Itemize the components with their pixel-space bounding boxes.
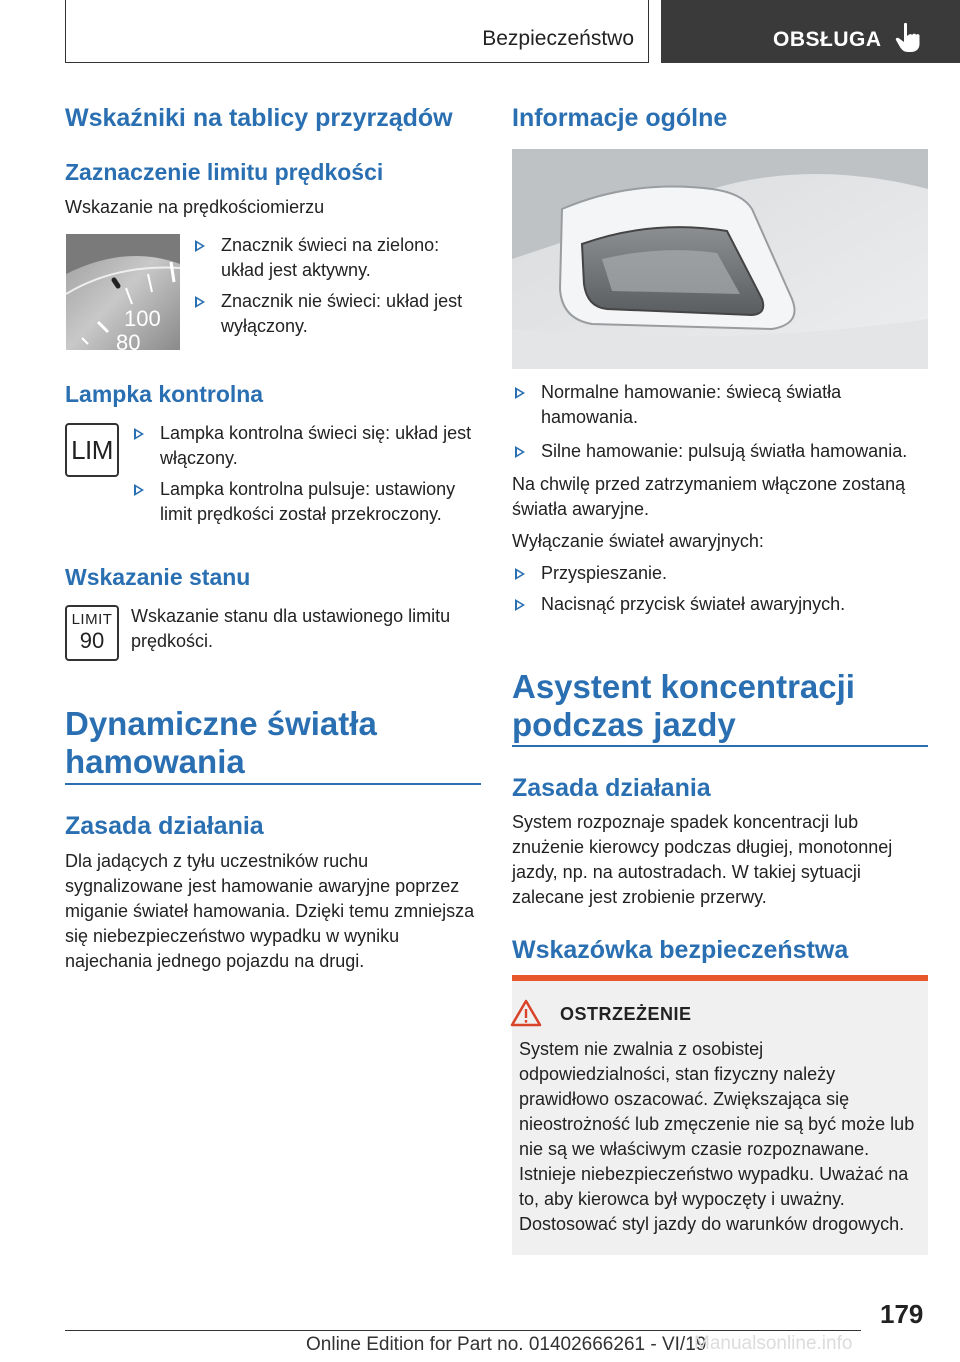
warning-text: System nie zwalnia z osobistej odpowiedzialności, stan fizyczny należy prawidłowo oszacować. Zwiększająca się nieostrożność lub zmęczenie nie są być może lub nie są we właściwym czasie rozpoznawane. Istnieje niebezpieczeństwo wypadku. Uważać na to, aby kierowca był wypoczęty i uważny. Dostosować styl jazdy do warunków drogowych.: [519, 1039, 915, 1234]
list-item: [541, 439, 931, 464]
hazard-bullet-2: Nacisnąć przycisk świateł awaryjnych.: [541, 594, 846, 614]
warning-title: OSTRZEŻENIE: [560, 1004, 692, 1024]
list-item: [541, 380, 926, 430]
list-item: [221, 233, 481, 283]
heading-attention: Asystent koncentracji podczas jazdy: [512, 668, 855, 743]
footer-divider: [65, 1330, 861, 1331]
heading-status: Wskazanie stanu: [65, 564, 251, 590]
general-text: Na chwilę przed zatrzymaniem włączone zostaną światła awaryjne.: [512, 474, 906, 519]
bullet-triangle-icon: [515, 599, 525, 611]
attention-text: System rozpoznaje spadek koncentracji lub znużenie kierowcy podczas długiej, monotonnej jazdy, np. na autostradach. W takiej sytuacji zalecane jest zrobienie przerwy.: [512, 812, 893, 907]
bullet-triangle-icon: [134, 428, 144, 440]
header-chapter-title: OBSŁUGA: [773, 28, 882, 51]
warning-triangle-icon: [508, 997, 544, 1029]
page-number: 179: [880, 1299, 924, 1329]
list-item: [221, 289, 481, 339]
pointing-hand-icon: [892, 22, 922, 54]
speedo-bullet-1: Znacznik świeci na zielono: układ jest aktywny.: [221, 235, 440, 280]
bullet-triangle-icon: [134, 484, 144, 496]
status-text: Wskazanie stanu dla ustawionego limitu prędkości.: [131, 606, 451, 651]
general-bullet-1: Normalne hamowanie: świecą światła hamowania.: [541, 382, 842, 427]
list-item: [160, 421, 478, 471]
section-divider: [65, 783, 481, 785]
heading-principle-right: Zasada działania: [512, 774, 711, 802]
speedometer-image: [66, 234, 180, 350]
general-bullet-2: Silne hamowanie: pulsują światła hamowania.: [541, 441, 908, 461]
footer-edition: Online Edition for Part no. 01402666261 - VI/19: [306, 1334, 707, 1355]
lamp-bullet-1: Lampka kontrolna świeci się: układ jest włączony.: [160, 423, 472, 468]
lim-indicator-icon: LIM: [65, 423, 119, 477]
limit-icon-value: 90: [79, 628, 105, 653]
footer-watermark: Manualsonline.info: [694, 1333, 853, 1354]
limit-icon-label: LIMIT: [71, 611, 113, 628]
list-item: [160, 477, 478, 527]
list-item: [541, 592, 921, 617]
heading-speed-limit: Zaznaczenie limitu prędkości: [65, 159, 384, 185]
speedo-mark-100: 100: [124, 306, 161, 331]
bullet-triangle-icon: [515, 387, 525, 399]
principle-text-left: Dla jadących z tyłu uczestników ruchu sygnalizowane jest hamowanie awaryjne poprzez miganie świateł hamowania. Dzięki temu zmniejsza się niebezpieczeństwo wypadku w wyniku najechania jednego pojazdu na drugi.: [65, 851, 475, 971]
speedo-mark-80: 80: [116, 330, 141, 350]
limit-status-icon: [65, 605, 119, 661]
heading-lamp: Lampka kontrolna: [65, 381, 264, 407]
speedo-intro: Wskazanie na prędkościomierzu: [65, 197, 325, 217]
bullet-triangle-icon: [515, 568, 525, 580]
header-section-box: [65, 0, 649, 63]
list-item: [541, 561, 921, 586]
bullet-triangle-icon: [515, 446, 525, 458]
heading-general: Informacje ogólne: [512, 104, 728, 132]
section-divider: [512, 745, 928, 747]
heading-principle-left: Zasada działania: [65, 812, 264, 840]
hazard-bullet-1: Przyspieszanie.: [541, 563, 668, 583]
lamp-bullet-2: Lampka kontrolna pulsuje: ustawiony limit prędkości został przekroczony.: [160, 479, 456, 524]
hazard-off-intro: Wyłączanie świateł awaryjnych:: [512, 531, 764, 551]
header-chapter-tab: [661, 0, 960, 63]
bullet-triangle-icon: [195, 296, 205, 308]
speedo-bullet-2: Znacznik nie świeci: układ jest wyłączony.: [221, 291, 463, 336]
header-section-title: Bezpieczeństwo: [482, 27, 634, 50]
heading-brake-lights: Dynamiczne światła hamowania: [65, 705, 377, 780]
brake-light-image: [512, 149, 928, 369]
heading-safety: Wskazówka bezpieczeństwa: [512, 936, 849, 964]
heading-indicators: Wskaźniki na tablicy przyrządów: [65, 104, 453, 132]
bullet-triangle-icon: [195, 240, 205, 252]
